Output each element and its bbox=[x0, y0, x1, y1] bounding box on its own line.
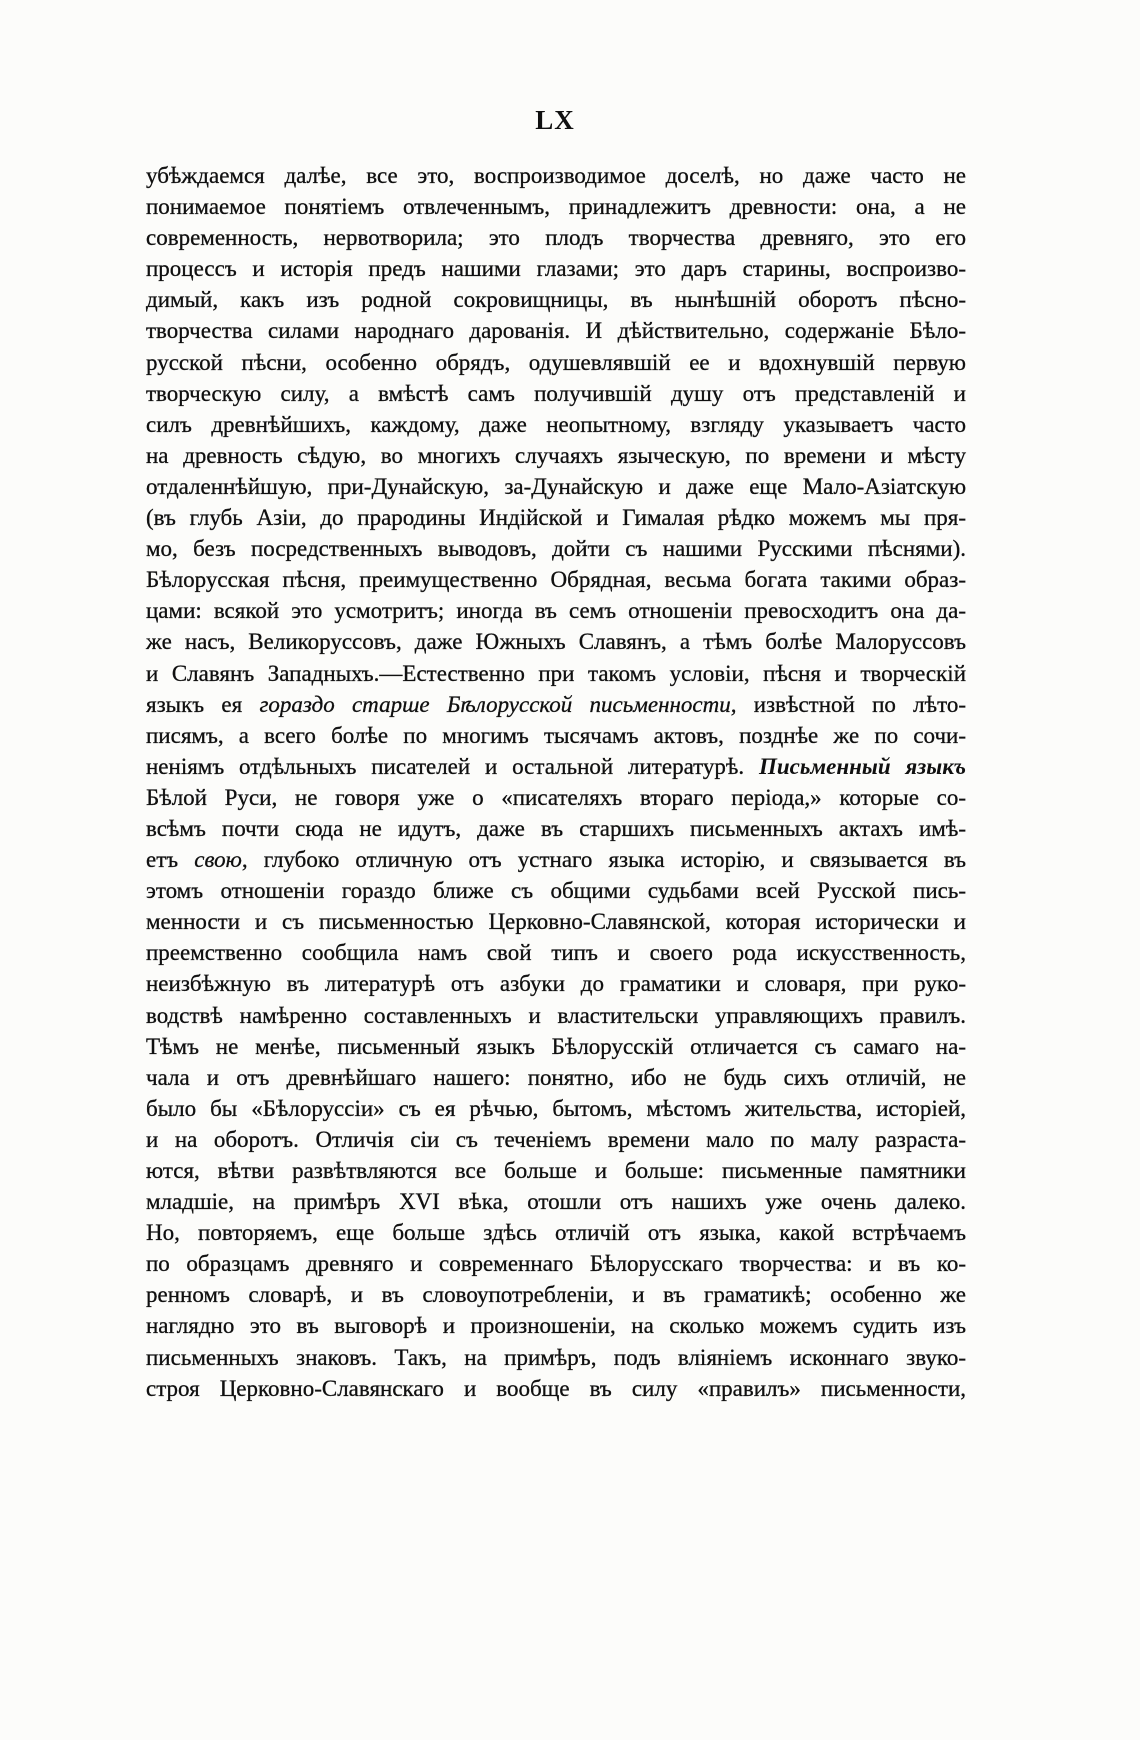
text-line: этомъ отношеніи гораздо ближе съ общими судьбами всей Русской пись- bbox=[146, 878, 966, 904]
text-line bbox=[146, 844, 966, 875]
text-line: творчества силами народнаго дарованія. И дѣйствительно, содержаніе Бѣло- bbox=[146, 318, 966, 344]
text-line: цами: всякой это усмотритъ; иногда въ семъ отношеніи превосходитъ она да- bbox=[146, 598, 966, 624]
text-segment: извѣстной по лѣто- bbox=[736, 691, 966, 717]
italic-emphasis: гораздо старше Бѣлорусской письменности, bbox=[259, 691, 737, 717]
text-line: неизбѣжную въ литературѣ отъ азбуки до граматики и словаря, при руко- bbox=[146, 971, 966, 997]
text-line: Бѣлой Руси, не говоря уже о «писателяхъ втораго періода,» которые со- bbox=[146, 784, 966, 810]
text-segment: языкъ ея bbox=[146, 691, 260, 717]
text-line: силъ древнѣйшихъ, каждому, даже неопытному, взгляду указываетъ часто bbox=[146, 411, 966, 437]
text-line: преемственно сообщила намъ свой типъ и своего рода искусственность, bbox=[146, 940, 966, 966]
text-line: наглядно это въ выговорѣ и произношеніи, на сколько можемъ судить изъ bbox=[146, 1313, 966, 1339]
text-line: водствѣ намѣренно составленныхъ и властительски управляющихъ правилъ. bbox=[146, 1002, 966, 1028]
text-line: на древность сѣдую, во многихъ случаяхъ языческую, по времени и мѣсту bbox=[146, 442, 966, 468]
text-line: всѣмъ почти сюда не идутъ, даже въ старшихъ письменныхъ актахъ имѣ- bbox=[146, 815, 966, 841]
text-line: отдаленнѣйшую, при-Дунайскую, за-Дунайскую и даже еще Мало-Азіатскую bbox=[146, 473, 966, 499]
text-line: и Славянъ Западныхъ.—Естественно при такомъ условіи, пѣсня и творческій bbox=[146, 660, 966, 686]
text-line bbox=[146, 751, 966, 782]
text-line: современность, нервотворила; это плодъ творчества древняго, это его bbox=[146, 225, 966, 251]
text-line: письменныхъ знаковъ. Такъ, на примѣръ, подъ вліяніемъ исконнаго звуко- bbox=[146, 1344, 966, 1370]
italic-emphasis: Письменный языкъ bbox=[758, 753, 966, 779]
text-line bbox=[146, 689, 966, 720]
text-line: и на оборотъ. Отличія сіи съ теченіемъ времени мало по малу разраста- bbox=[146, 1126, 966, 1152]
text-line: Тѣмъ не менѣе, письменный языкъ Бѣлорусскій отличается съ самаго на- bbox=[146, 1033, 966, 1059]
text-line: Бѣлорусская пѣсня, преимущественно Обрядная, весьма богата такими образ- bbox=[146, 567, 966, 593]
page-number: LX bbox=[535, 105, 575, 135]
text-line: было бы «Бѣлоруссіи» съ ея рѣчью, бытомъ, мѣстомъ жительства, исторіей, bbox=[146, 1095, 966, 1121]
text-line: же насъ, Великоруссовъ, даже Южныхъ Славянъ, а тѣмъ болѣе Малоруссовъ bbox=[146, 629, 966, 655]
text-line: чала и отъ древнѣйшаго нашего: понятно, ибо не будь сихъ отличій, не bbox=[146, 1064, 966, 1090]
text-line: понимаемое понятіемъ отвлеченнымъ, принадлежитъ древности: она, а не bbox=[146, 194, 966, 220]
text-line: творческую силу, а вмѣстѣ самъ получившій душу отъ представленій и bbox=[146, 380, 966, 406]
text-line: (въ глубь Азіи, до прародины Индійской и Гималая рѣдко можемъ мы пря- bbox=[146, 505, 966, 531]
text-line: младшіе, на примѣръ XVI вѣка, отошли отъ нашихъ уже очень далеко. bbox=[146, 1189, 966, 1215]
italic-emphasis: свою, bbox=[194, 847, 248, 873]
text-line: по образцамъ древняго и современнаго Бѣлорусскаго творчества: и въ ко- bbox=[146, 1251, 966, 1277]
text-line: строя Церковно-Славянскаго и вообще въ силу «правилъ» письменности, bbox=[146, 1375, 966, 1401]
text-line: димый, какъ изъ родной сокровищницы, въ нынѣшній оборотъ пѣсно- bbox=[146, 287, 966, 313]
text-line: менности и съ письменностью Церковно-Славянской, которая исторически и bbox=[146, 909, 966, 935]
text-segment: глубоко отличную отъ устнаго языка исторію, и связывается въ bbox=[247, 847, 967, 873]
text-line: мо, безъ посредственныхъ выводовъ, дойти съ нашими Русскими пѣснями). bbox=[146, 536, 966, 562]
text-line: убѣждаемся далѣе, все это, воспроизводимое доселѣ, но даже часто не bbox=[146, 163, 966, 188]
text-segment: неніямъ отдѣльныхъ писателей и остальной литературѣ. bbox=[146, 753, 759, 779]
text-line: русской пѣсни, особенно обрядъ, одушевлявшій ее и вдохнувшій первую bbox=[146, 349, 966, 375]
text-line: Но, повторяемъ, еще больше здѣсь отличій отъ языка, какой встрѣчаемъ bbox=[146, 1220, 966, 1246]
text-line: ются, вѣтви развѣтвляются все больше и больше: письменные памятники bbox=[146, 1158, 966, 1183]
text-segment: етъ bbox=[146, 847, 195, 873]
text-line: писямъ, а всего болѣе по многимъ тысячамъ актовъ, позднѣе же по сочи- bbox=[146, 722, 966, 748]
text-line: процессъ и исторія предъ нашими глазами; это даръ старины, воспроизво- bbox=[146, 256, 966, 282]
text-line: ренномъ словарѣ, и въ словоупотребленіи, и въ граматикѣ; особенно же bbox=[146, 1282, 966, 1308]
text-column bbox=[146, 160, 966, 1404]
